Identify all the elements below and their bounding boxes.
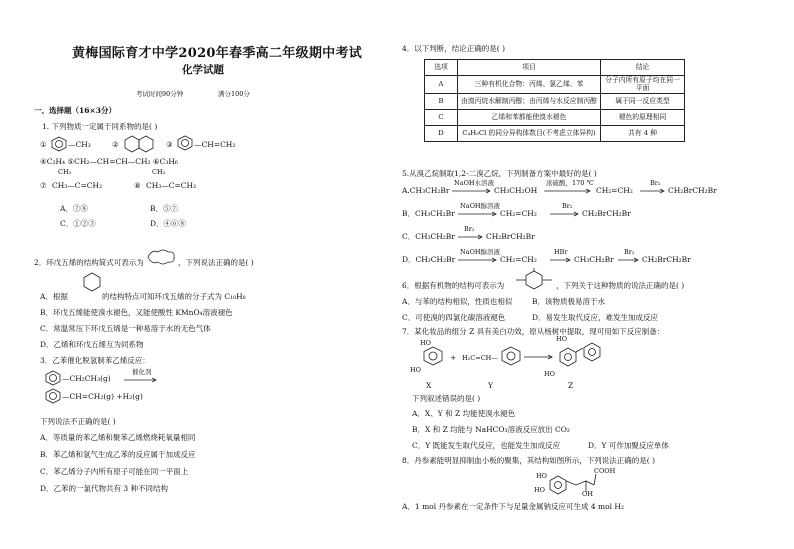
q6-option-b[interactable]: B．该物质极易溶于水	[532, 297, 606, 306]
q1-option-b[interactable]: B．⑤⑦	[150, 204, 179, 213]
q5-d-mid: CH₂=CH₂	[500, 255, 537, 264]
table-header: 选项	[425, 60, 458, 76]
table-row[interactable]	[425, 93, 685, 109]
q1-stem: 1. 下列物质一定属于同系物的是( )	[42, 122, 158, 131]
q1-struct-7: CH₃—C=CH₂	[52, 181, 103, 190]
table-cell: 三种有机化合物：丙烯、氯乙烯、苯	[458, 76, 601, 94]
q8-ho-top: HO	[536, 472, 547, 480]
table-cell: 分子内所有原子均在同一平面	[601, 76, 685, 94]
q2-stem-a: 2．环戊五烯的结构简式可表示为	[34, 258, 144, 267]
exam-title: 黄梅国际育才中学2020年春季高二年级期中考试	[72, 46, 363, 61]
q7-ask: 下列叙述错误的是( )	[412, 394, 481, 403]
q7-option-d[interactable]: D．Y 可作加聚反应单体	[588, 441, 669, 450]
q1-ch3-b: CH₃	[152, 168, 166, 176]
naphthalene-icon	[124, 135, 154, 153]
q2-option-a-prefix[interactable]: A．根据	[40, 292, 68, 301]
q5-c-end: CH₂BrCH₂Br	[486, 232, 535, 241]
q5-c-start[interactable]: C．CH₃CH₂Br	[402, 232, 455, 241]
table-cell: 共有 4 种	[601, 125, 685, 141]
q4-table	[424, 59, 685, 142]
q5-d-end: CH₂BrCH₂Br	[642, 255, 691, 264]
q5-b-cond2: Br₂	[562, 202, 573, 210]
table-cell: C₄H₉Cl 的同分异构体数目(不考虑立体异构)	[458, 125, 601, 141]
reaction-arrow-icon	[550, 212, 580, 216]
q7-y-vinyl: H₂C=CH—	[462, 354, 498, 362]
q5-d-mid2: CH₃CH₂Br	[574, 255, 614, 264]
q5-a-cond3: Br₂	[650, 179, 661, 187]
compound-z-structure-icon	[556, 342, 606, 370]
q1-label-7: ⑦	[40, 181, 47, 190]
q1-label-8: ⑧	[134, 181, 141, 190]
q2-option-b[interactable]: B．环戊五烯能使溴水褪色，又能使酸性 KMnO₄溶液褪色	[40, 308, 233, 317]
q1-row2: ④C₂H₄ ⑤CH₂—CH=CH—CH₂ ⑥C₃H₆	[40, 157, 178, 166]
q7-x-oh-bottom: HO	[410, 366, 421, 374]
q8-oh: OH	[582, 490, 593, 498]
q7-label-x: X	[426, 381, 432, 390]
q1-label-2: ②	[112, 140, 119, 149]
benzene-ring-icon	[500, 346, 522, 366]
q1-ch3-a: CH₃	[58, 168, 72, 176]
q1-struct-8: CH₃—C=CH₂	[146, 181, 197, 190]
table-cell: A	[425, 76, 458, 94]
cyclic-polyene-icon	[146, 248, 176, 266]
q6-stem-b: ，下列关于这种物质的说法正确的是( )	[556, 281, 685, 290]
q8-stem: 8．丹参素能明显抑制血小板的聚集，其结构如图所示，下列说法正确的是( )	[402, 456, 656, 465]
q6-option-c[interactable]: C．可使溴的四氯化碳溶液褪色	[402, 313, 506, 322]
q7-option-a[interactable]: A．X、Y 和 Z 均能使溴水褪色	[412, 409, 516, 418]
reaction-arrow-icon	[550, 258, 572, 262]
q1-label-3: ③	[166, 140, 173, 149]
q3-option-c[interactable]: C．苯乙烯分子内所有原子可能在同一平面上	[40, 467, 189, 476]
reaction-arrow-icon	[524, 355, 554, 359]
q7-x-oh-top: HO	[420, 339, 431, 347]
q5-c-cond1: Br₂	[464, 225, 475, 233]
q5-d-cond1: NaOH醇溶液	[460, 248, 501, 256]
q2-option-c[interactable]: C．常温常压下环戊五烯是一种易溶于水的无色气体	[40, 324, 211, 333]
q7-option-b[interactable]: B．X 和 Z 均能与 NaHCO₃溶液反应放出 CO₂	[412, 425, 570, 434]
q5-a-cond2: 浓硫酸，170 ℃	[546, 179, 594, 187]
q5-d-cond3: Br₂	[624, 248, 635, 256]
q1-label-1: ①	[40, 140, 47, 149]
q3-option-a[interactable]: A．等质量的苯乙烯和聚苯乙烯燃烧耗氧量相同	[40, 433, 196, 442]
q5-b-end: CH₂BrCH₂Br	[582, 209, 631, 218]
reaction-arrow-icon	[618, 258, 640, 262]
table-row[interactable]	[425, 125, 685, 141]
q3-option-b[interactable]: B．苯乙烯和氢气生成乙苯的反应属于加成反应	[40, 450, 196, 459]
q5-a-start[interactable]: A.CH₃CH₂Br	[402, 186, 450, 195]
q7-plus: +	[450, 353, 457, 362]
exam-score: 满分100分	[218, 90, 250, 98]
q2-stem-b: ，下列说法正确的是( )	[178, 258, 254, 267]
table-cell: 褪色的原理相同	[601, 109, 685, 125]
q6-stem-a: 6．根据有机物的结构可表示为	[402, 281, 505, 290]
section-heading: 一、选择题（16×3分）	[34, 106, 116, 115]
table-row[interactable]	[425, 109, 685, 125]
reaction-arrow-icon	[640, 189, 666, 193]
reaction-arrow-icon	[458, 258, 498, 262]
resorcinol-structure-icon	[422, 346, 444, 366]
q5-d-start[interactable]: D．CH₃CH₂Br	[402, 255, 456, 264]
q8-cooh: COOH	[594, 467, 616, 475]
table-cell: 由溴丙烷水解制丙醇；由丙烯与水反应制丙醇	[458, 93, 601, 109]
table-cell: 属于同一反应类型	[601, 93, 685, 109]
reaction-arrow-icon	[458, 235, 484, 239]
q3-ask: 下列说法不正确的是( )	[40, 417, 116, 426]
exam-time: 考试时间90分钟	[136, 90, 184, 98]
q3-catalyst: 催化剂	[132, 368, 152, 376]
reaction-arrow-icon	[458, 212, 498, 216]
q7-stem: 7．某化妆品的组分 Z 具有美白功效，原从杨树中提取，现可用如下反应制备：	[402, 327, 665, 336]
q3-reactant: —CH₂CH₃(g)	[62, 374, 111, 383]
q3-stem: 3．乙苯催化脱氢制苯乙烯反应：	[40, 356, 150, 365]
q3-option-d[interactable]: D．乙苯的一氯代物共有 3 种不同结构	[40, 484, 169, 493]
table-cell: B	[425, 93, 458, 109]
q2-option-a-text[interactable]: 的结构特点可知环戊五烯的分子式为 C₁₀H₈	[102, 292, 246, 301]
q5-b-mid: CH₂=CH₂	[500, 209, 537, 218]
cyclic-polyene-icon	[82, 272, 102, 292]
table-row[interactable]	[425, 76, 685, 94]
q5-b-cond1: NaOH醇溶液	[460, 202, 501, 210]
q7-label-y: Y	[488, 381, 493, 390]
table-header-row	[425, 60, 685, 76]
q7-z-oh-bottom: HO	[544, 370, 555, 378]
q8-option-a[interactable]: A．1 mol 丹参素在一定条件下与足量金属钠反应可生成 4 mol H₂	[402, 502, 624, 511]
benzene-ring-icon	[50, 136, 68, 152]
danshensu-structure-icon	[546, 472, 606, 498]
q5-a-mid: CH₃CH₂OH	[494, 186, 538, 195]
q6-option-a[interactable]: A．与苯的结构相似，性质也相似	[402, 297, 513, 306]
q5-b-start[interactable]: B．CH₃CH₂Br	[402, 209, 455, 218]
table-cell: C	[425, 109, 458, 125]
q1-vinyl: —CH=CH₂	[194, 140, 236, 149]
q1-methyl: —CH₃	[68, 140, 91, 149]
reaction-arrow-icon	[124, 378, 158, 382]
q2-option-d[interactable]: D．乙烯和环戊五烯互为同系物	[40, 340, 144, 349]
table-header: 结论	[601, 60, 685, 76]
benzene-ring-icon	[44, 388, 62, 404]
q5-a-cond1: NaOH水溶液	[454, 179, 495, 187]
q7-z-oh-top: HO	[556, 335, 567, 343]
table-header: 项目	[458, 60, 601, 76]
exam-subtitle: 化学试题	[182, 64, 224, 76]
q7-option-c[interactable]: C．Y 既能发生取代反应，也能发生加成反应	[412, 441, 561, 450]
q5-d-cond2: HBr	[554, 248, 568, 256]
reaction-arrow-icon	[452, 189, 492, 193]
q4-stem: 4．以下判断，结论正确的是( )	[402, 44, 506, 53]
reaction-arrow-icon	[544, 189, 592, 193]
q1-option-c[interactable]: C．①②③	[60, 219, 96, 228]
table-cell: 乙烯和苯都能使溴水褪色	[458, 109, 601, 125]
q5-a-end: CH₂BrCH₂Br	[668, 186, 717, 195]
benzene-ring-icon	[176, 135, 194, 151]
p-cymene-structure-icon	[512, 268, 556, 290]
table-cell: D	[425, 125, 458, 141]
q3-product: —CH=CH₂(g) +H₂(g)	[62, 392, 143, 401]
q8-ho-bottom: HO	[534, 486, 545, 494]
q5-a-ethene: CH₂=CH₂	[596, 186, 633, 195]
q5-stem: 5.从溴乙烷制取1,2-二溴乙烷，下列制备方案中最好的是( )	[402, 169, 597, 178]
q6-option-d[interactable]: D．易发生取代反应，难发生加成反应	[532, 313, 659, 322]
q1-option-d[interactable]: D．④⑥⑧	[150, 219, 187, 228]
q1-option-a[interactable]: A．⑦⑧	[60, 204, 88, 213]
q7-label-z: Z	[568, 381, 574, 390]
benzene-ring-icon	[44, 370, 62, 386]
